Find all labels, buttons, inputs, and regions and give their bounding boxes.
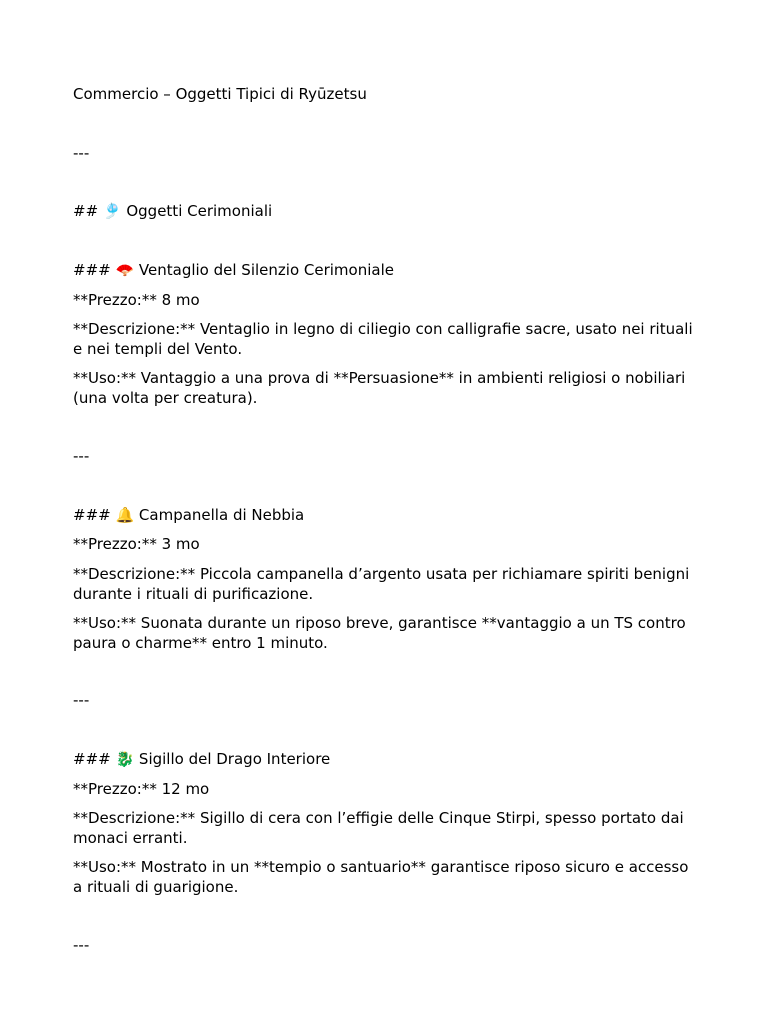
separator: --- [73,936,90,954]
item-description: **Descrizione:** Ventaglio in legno di ciliegio con calligrafie sacre, usato nei rituali e nei templi del Vento. [73,320,693,358]
separator: --- [73,144,90,162]
document-title: Commercio – Oggetti Tipici di Ryūzetsu [73,85,367,103]
item-price: **Prezzo:** 3 mo [73,535,200,553]
item-use: **Uso:** Suonata durante un riposo breve, garantisce **vantaggio a un TS contro paura o charme** entro 1 minuto. [73,614,686,652]
item-heading: ### 🪭 Ventaglio del Silenzio Cerimoniale [73,261,394,279]
separator: --- [73,691,90,709]
separator: --- [73,447,90,465]
item-use: **Uso:** Vantaggio a una prova di **Persuasione** in ambienti religiosi o nobiliari (una volta per creatura). [73,369,686,407]
item-heading: ### 🔔 Campanella di Nebbia [73,506,305,524]
item-use: **Uso:** Mostrato in un **tempio o santuario** garantisce riposo sicuro e accesso a rituali di guarigione. [73,858,689,896]
item-description: **Descrizione:** Piccola campanella d’argento usata per richiamare spiriti benigni durante i rituali di purificazione. [73,565,690,603]
item-heading: ### 🐉 Sigillo del Drago Interiore [73,750,331,768]
item-price: **Prezzo:** 8 mo [73,291,200,309]
item-description: **Descrizione:** Sigillo di cera con l’effigie delle Cinque Stirpi, spesso portato dai monaci erranti. [73,809,684,847]
section-heading: ## 🎐 Oggetti Cerimoniali [73,202,273,220]
item-price: **Prezzo:** 12 mo [73,780,210,798]
